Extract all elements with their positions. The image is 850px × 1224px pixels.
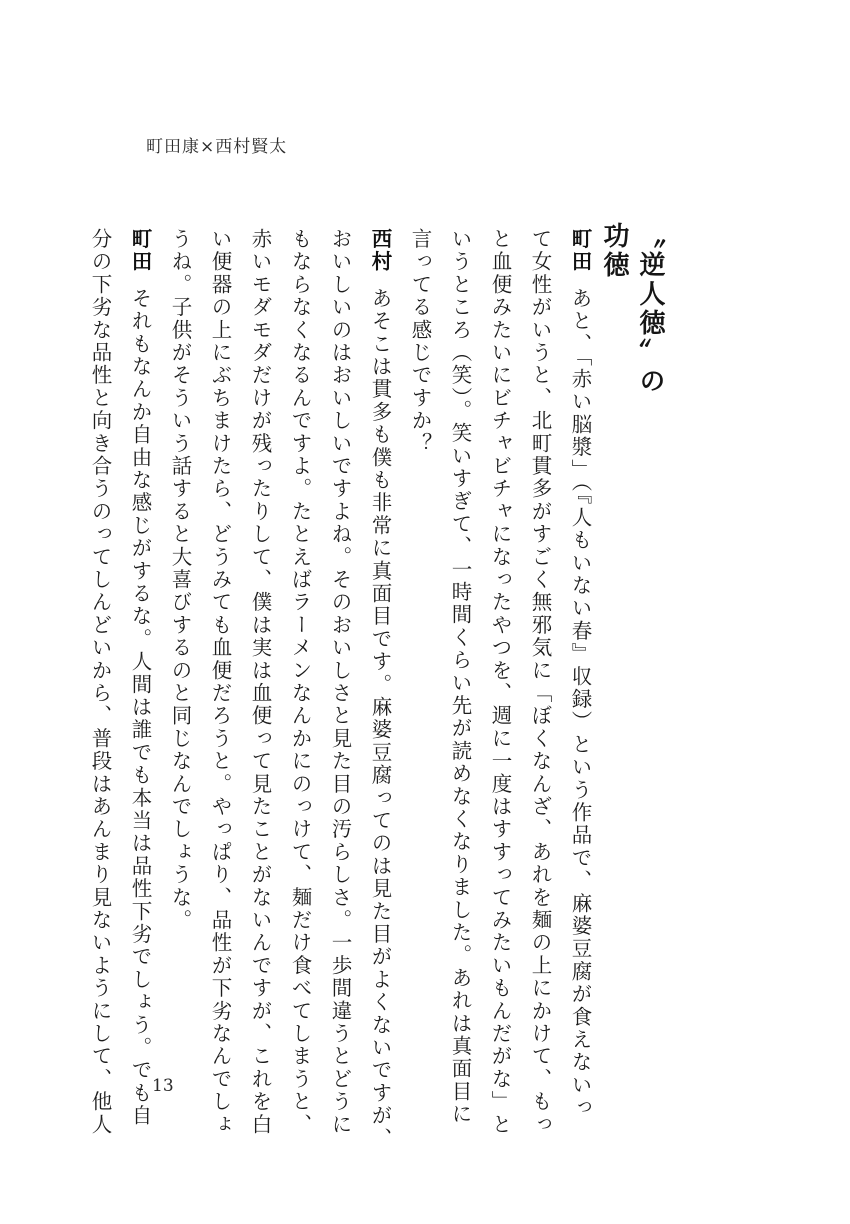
speech-text: い便器の上にぶちまけたら、どうみても血便だろうと。やっぱり、品性が下劣なんでしょ: [208, 228, 232, 1136]
text-line: [160, 228, 200, 1048]
text-line: [440, 228, 480, 1126]
speech-text: と血便みたいにビチャビチャになったやつを、週に一度はすすってみたいもんだがな」と: [488, 228, 512, 1136]
speech-text: 言ってる感じですか？: [408, 228, 432, 455]
text-line: [200, 228, 240, 1136]
speech-text: おいしいのはおいしいですよね。そのおいしさと見た目の汚らしさ。一歩間違うとどうに: [328, 228, 352, 1136]
speech-text: うね。子供がそういう話すると大喜びするのと同じなんでしょうな。: [168, 228, 192, 932]
text-line: [240, 228, 280, 1136]
page-number: 13: [152, 1076, 174, 1096]
section-title: 〝逆人徳〟の功徳: [599, 222, 665, 396]
text-line: [280, 228, 320, 1136]
text-line: [80, 228, 120, 1136]
text-line: [360, 228, 400, 1151]
speech-text: 分の下劣な品性と向き合うのってしんどいから、普段はあんまり見ないようにして、他人: [88, 228, 112, 1136]
speaker-label: 町田: [128, 228, 152, 274]
speech-text: それもなんか自由な感じがするな。人間は誰でも本当は品性下劣でしょう。でも自: [128, 287, 152, 1128]
speech-text: あと、「赤い脳漿」（『人もいない春』収録）という作品で、麻婆豆腐が食えないっ: [568, 287, 592, 1120]
speech-text: あそこは貫多も僕も非常に真面目です。麻婆豆腐ってのは見た目がよくないですが、: [368, 287, 392, 1151]
speech-text: て女性がいうと、北町貫多がすごく無邪気に「ぼくなんざ、あれを麺の上にかけて、もっ: [528, 228, 552, 1136]
text-line: [520, 228, 560, 1136]
text-line: [400, 228, 440, 1048]
speech-text: いうところ（笑）。笑いすぎて、一時間くらい先が読めなくなりました。あれは真面目に: [448, 228, 472, 1126]
speech-text: 赤いモダモダだけが残ったりして、僕は実は血便って見たことがないんですが、これを白: [248, 228, 272, 1136]
text-line: [320, 228, 360, 1136]
speaker-label: 町田: [568, 228, 592, 274]
text-line: [480, 228, 520, 1136]
running-header: 町田康×西村賢太: [146, 137, 288, 157]
text-line: [560, 228, 600, 1120]
text-line: [120, 228, 160, 1128]
speaker-label: 西村: [368, 228, 392, 274]
speech-text: もならなくなるんですよ。たとえばラーメンなんかにのっけて、麺だけ食べてしまうと、: [288, 228, 312, 1136]
